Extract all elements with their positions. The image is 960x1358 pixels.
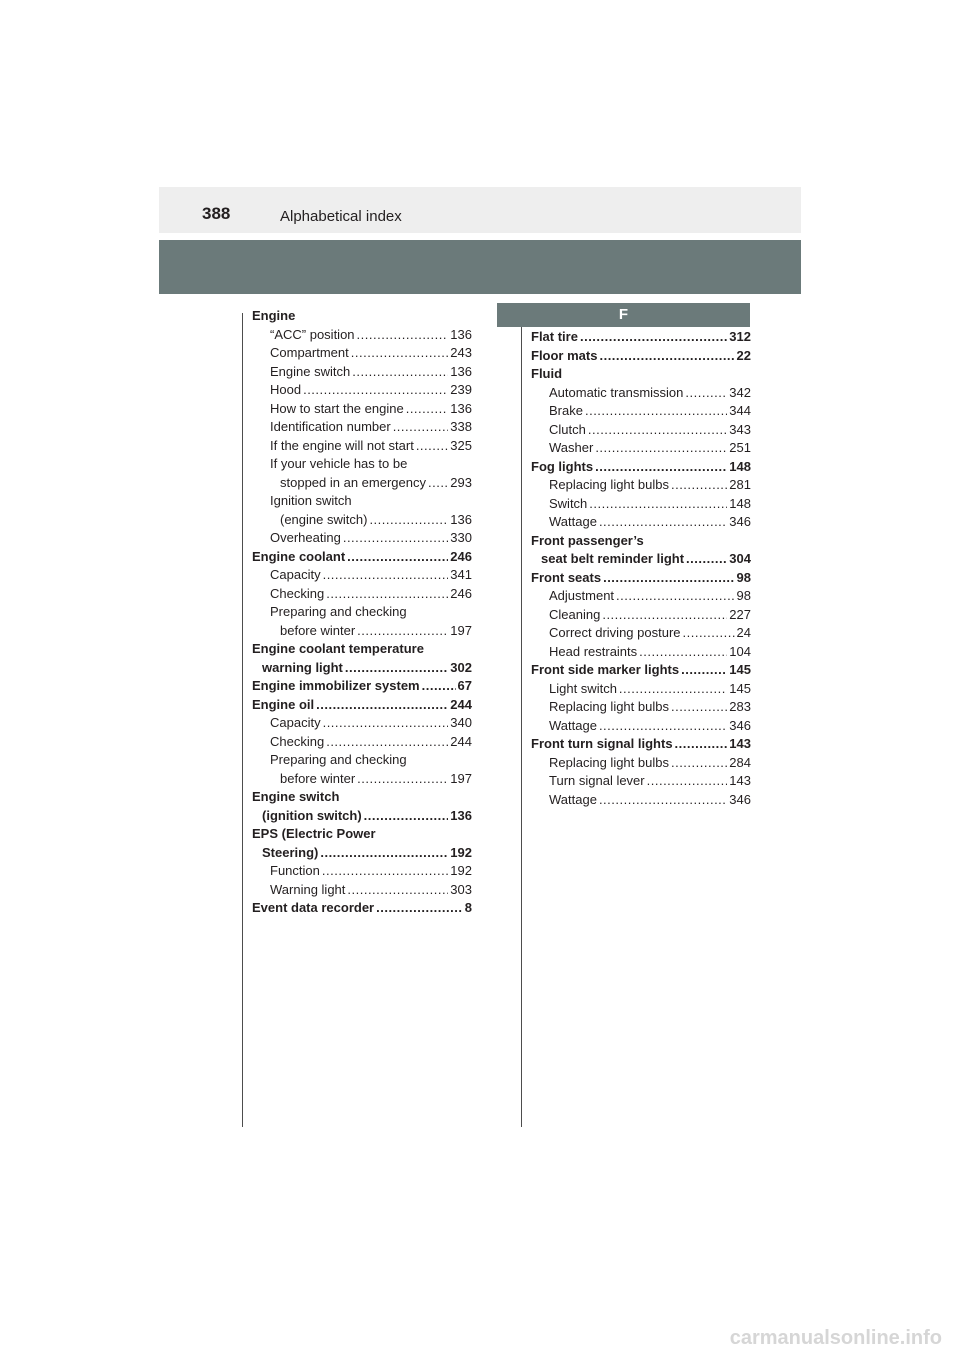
index-entry-text: Checking (270, 585, 325, 601)
index-entry-page: 251 (729, 440, 751, 455)
leader-dots (416, 437, 448, 456)
index-entry-page: 197 (450, 622, 472, 638)
leader-dots (323, 714, 449, 733)
leader-dots (347, 548, 448, 567)
leader-dots (683, 624, 735, 643)
index-entry-text: Checking (270, 733, 325, 749)
leader-dots (599, 791, 727, 810)
index-entry (531, 624, 751, 643)
column-rule-left (242, 313, 243, 1127)
column-rule-right (521, 313, 522, 1127)
index-entry-page: 304 (729, 551, 751, 566)
index-entry-text: Head restraints (549, 643, 638, 659)
index-entry-text: Replacing light bulbs (549, 699, 669, 714)
index-entry-text: Engine immobilizer system (252, 678, 420, 693)
index-entry-page: 338 (450, 419, 472, 434)
index-entry (531, 661, 751, 680)
index-entry-text: “ACC” position (270, 326, 355, 342)
index-entry-text: Compartment (270, 345, 349, 360)
index-entry (252, 418, 472, 437)
index-entry-page: 346 (729, 514, 751, 529)
index-entry-text: Brake (549, 403, 583, 418)
index-entry (252, 307, 472, 326)
index-entry-page: 192 (450, 844, 472, 860)
index-entry-text: Function (270, 863, 320, 878)
leader-dots (393, 418, 449, 437)
leader-dots (364, 807, 449, 826)
leader-dots (603, 569, 734, 588)
index-entry (252, 400, 472, 419)
leader-dots (323, 566, 449, 585)
index-entry (531, 439, 751, 458)
index-entry-page: 312 (729, 329, 751, 344)
leader-dots (326, 733, 448, 752)
leader-dots (347, 881, 448, 900)
index-entry (531, 791, 751, 810)
index-entry-text: Engine switch (270, 363, 351, 379)
leader-dots (599, 717, 727, 736)
index-entry-text: Engine (252, 308, 296, 323)
index-entry-text: Fog lights (531, 458, 594, 474)
index-entry-text: Replacing light bulbs (549, 754, 669, 770)
leader-dots (675, 735, 728, 754)
leader-dots (639, 643, 727, 662)
index-entry (531, 550, 751, 569)
index-entry (531, 606, 751, 625)
index-entry-page: 104 (729, 643, 751, 659)
index-entry (252, 899, 472, 918)
index-entry (252, 807, 472, 826)
index-entry (531, 495, 751, 514)
index-entry-text: Wattage (549, 514, 597, 529)
leader-dots (351, 344, 449, 363)
index-entry-page: 148 (729, 495, 751, 511)
index-entry-text: Ignition switch (270, 493, 352, 508)
index-entry-text: Clutch (549, 421, 586, 437)
index-entry (531, 680, 751, 699)
index-entry-page: 136 (450, 511, 472, 527)
header-band (159, 240, 801, 294)
index-entry (531, 698, 751, 717)
index-entry-page: 244 (450, 696, 472, 712)
index-entry (531, 476, 751, 495)
index-entry-page: 246 (450, 585, 472, 601)
leader-dots (352, 363, 448, 382)
index-entry-text: If the engine will not start (270, 437, 414, 453)
index-entry (531, 772, 751, 791)
index-entry (531, 365, 751, 384)
index-entry (252, 363, 472, 382)
index-entry (252, 566, 472, 585)
index-entry-page: 246 (450, 548, 472, 564)
index-entry (252, 511, 472, 530)
index-entry-text: Wattage (549, 791, 597, 807)
index-entry-text: Washer (549, 440, 594, 455)
index-entry-text: Capacity (270, 567, 321, 582)
index-entry (252, 677, 472, 696)
header-bar (159, 187, 801, 233)
index-entry-text: (engine switch) (280, 511, 368, 527)
index-entry-text: before winter (280, 622, 356, 638)
index-entry (252, 585, 472, 604)
index-entry (252, 381, 472, 400)
leader-dots (357, 326, 449, 345)
index-entry (252, 344, 472, 363)
index-entry (252, 437, 472, 456)
index-entry (531, 587, 751, 606)
index-entry-text: If your vehicle has to be (270, 456, 408, 471)
index-entry (252, 548, 472, 567)
leader-dots (599, 513, 727, 532)
index-entry-page: 67 (457, 678, 472, 693)
index-entry-text: Hood (270, 382, 302, 397)
index-entry-text: Capacity (270, 715, 321, 730)
index-entry-text: Engine coolant (252, 548, 346, 564)
index-entry-text: EPS (Electric Power (252, 826, 376, 841)
leader-dots (589, 495, 727, 514)
index-entry (252, 825, 472, 844)
leader-dots (602, 606, 727, 625)
index-entry (252, 844, 472, 863)
index-entry-page: 197 (450, 770, 472, 786)
index-entry-page: 243 (450, 345, 472, 360)
index-entry-page: 284 (729, 754, 751, 770)
index-entry-page: 227 (729, 606, 751, 622)
leader-dots (671, 754, 727, 773)
index-entry-page: 342 (729, 384, 751, 400)
index-entry (531, 402, 751, 421)
index-entry (252, 881, 472, 900)
index-entry-page: 244 (450, 733, 472, 749)
index-entry (252, 770, 472, 789)
index-entry-text: Engine switch (252, 789, 340, 804)
leader-dots (357, 770, 448, 789)
footer-watermark: carmanualsonline.info (729, 1327, 942, 1349)
index-entry-page: 136 (450, 807, 472, 823)
letter-tab: F (497, 303, 750, 327)
index-entry-text: Automatic transmission (549, 384, 684, 400)
index-entry-page: 24 (736, 625, 751, 640)
index-entry (252, 492, 472, 511)
index-entry-page: 343 (729, 421, 751, 437)
index-entry-page: 148 (729, 458, 751, 474)
leader-dots (357, 622, 448, 641)
index-entry-text: Floor mats (531, 347, 598, 363)
index-entry (252, 714, 472, 733)
leader-dots (422, 677, 456, 696)
leader-dots (671, 476, 727, 495)
index-entry-page: 344 (729, 403, 751, 418)
index-entry (252, 455, 472, 474)
index-entry-page: 98 (736, 569, 751, 585)
index-entry-page: 346 (729, 791, 751, 807)
leader-dots (320, 844, 448, 863)
leader-dots (588, 421, 727, 440)
index-entry-text: Replacing light bulbs (549, 477, 669, 492)
index-entry-text: Warning light (270, 881, 346, 897)
index-entry-text: Event data recorder (252, 900, 375, 915)
leader-dots (322, 862, 448, 881)
page-number: 388 (202, 204, 231, 223)
index-entry-text: Fluid (531, 366, 563, 381)
leader-dots (685, 384, 727, 403)
index-entry (252, 326, 472, 345)
leader-dots (671, 698, 727, 717)
leader-dots (428, 474, 448, 493)
index-entry (252, 733, 472, 752)
index-entry-page: 22 (736, 347, 751, 363)
leader-dots (316, 696, 448, 715)
index-entry-text: Flat tire (531, 329, 578, 344)
index-entry-page: 98 (736, 588, 751, 603)
index-entry (531, 569, 751, 588)
index-entry-text: Wattage (549, 717, 597, 733)
index-entry-text: Correct driving posture (549, 625, 681, 640)
index-column-left (252, 307, 472, 918)
leader-dots (585, 402, 727, 421)
index-entry-page: 145 (729, 680, 751, 696)
leader-dots (599, 347, 734, 366)
leader-dots (326, 585, 448, 604)
index-entry-text: Preparing and checking (270, 752, 407, 767)
index-entry-text: stopped in an emergency (280, 474, 426, 490)
index-entry-page: 293 (450, 474, 472, 490)
leader-dots (595, 458, 727, 477)
index-entry-text: seat belt reminder light (541, 551, 685, 566)
leader-dots (343, 529, 448, 548)
index-entry (531, 717, 751, 736)
index-entry-text: Turn signal lever (549, 773, 645, 788)
index-entry-page: 136 (450, 400, 472, 416)
index-entry (531, 458, 751, 477)
index-entry-page: 346 (729, 717, 751, 733)
leader-dots (647, 772, 728, 791)
index-entry (531, 328, 751, 347)
index-entry-page: 136 (450, 363, 472, 379)
leader-dots (619, 680, 727, 699)
index-entry-page: 239 (450, 382, 472, 397)
index-entry (531, 384, 751, 403)
leader-dots (303, 381, 448, 400)
index-entry-text: (ignition switch) (262, 807, 362, 823)
index-entry-text: Light switch (549, 680, 617, 696)
leader-dots (580, 328, 727, 347)
leader-dots (406, 400, 449, 419)
index-entry (252, 474, 472, 493)
index-entry-page: 8 (464, 900, 472, 915)
index-entry (252, 696, 472, 715)
leader-dots (369, 511, 448, 530)
index-entry-text: Adjustment (549, 588, 615, 603)
leader-dots (681, 661, 727, 680)
index-entry (252, 862, 472, 881)
index-entry-page: 192 (450, 863, 472, 878)
index-entry (531, 421, 751, 440)
index-entry-text: Switch (549, 495, 588, 511)
index-entry (252, 622, 472, 641)
index-entry-text: Engine coolant temperature (252, 641, 424, 656)
leader-dots (616, 587, 734, 606)
index-entry-text: warning light (262, 659, 343, 675)
leader-dots (595, 439, 727, 458)
index-entry (531, 754, 751, 773)
index-entry-page: 325 (450, 437, 472, 453)
index-entry (531, 735, 751, 754)
leader-dots (376, 899, 463, 918)
index-entry (531, 643, 751, 662)
index-entry (531, 347, 751, 366)
leader-dots (345, 659, 448, 678)
index-entry-text: Steering) (262, 844, 319, 860)
index-entry (252, 751, 472, 770)
index-entry-page: 341 (450, 567, 472, 582)
index-entry-page: 303 (450, 881, 472, 897)
index-column-right (531, 328, 751, 809)
index-entry-text: before winter (280, 770, 356, 786)
index-entry (252, 529, 472, 548)
index-entry-text: Preparing and checking (270, 604, 407, 619)
index-entry-page: 340 (450, 715, 472, 730)
index-entry-page: 145 (729, 662, 751, 677)
index-entry-text: Identification number (270, 419, 391, 434)
index-entry (252, 788, 472, 807)
index-entry-text: Front seats (531, 569, 602, 585)
index-entry-page: 302 (450, 659, 472, 675)
index-entry-text: How to start the engine (270, 400, 404, 416)
index-entry (531, 513, 751, 532)
index-entry-page: 281 (729, 477, 751, 492)
index-entry-text: Cleaning (549, 606, 601, 622)
leader-dots (686, 550, 727, 569)
index-entry-text: Front side marker lights (531, 662, 680, 677)
index-entry-text: Front turn signal lights (531, 736, 673, 751)
index-entry (531, 532, 751, 551)
index-entry (252, 640, 472, 659)
section-title: Alphabetical index (280, 208, 402, 225)
index-entry-page: 136 (450, 326, 472, 342)
index-entry-text: Engine oil (252, 696, 315, 712)
index-entry (252, 603, 472, 622)
index-entry-page: 143 (729, 773, 751, 788)
index-entry-page: 330 (450, 530, 472, 545)
index-entry (252, 659, 472, 678)
index-entry-page: 143 (729, 736, 751, 751)
index-entry-text: Front passenger’s (531, 532, 644, 548)
index-entry-page: 283 (729, 699, 751, 714)
index-entry-text: Overheating (270, 530, 341, 545)
